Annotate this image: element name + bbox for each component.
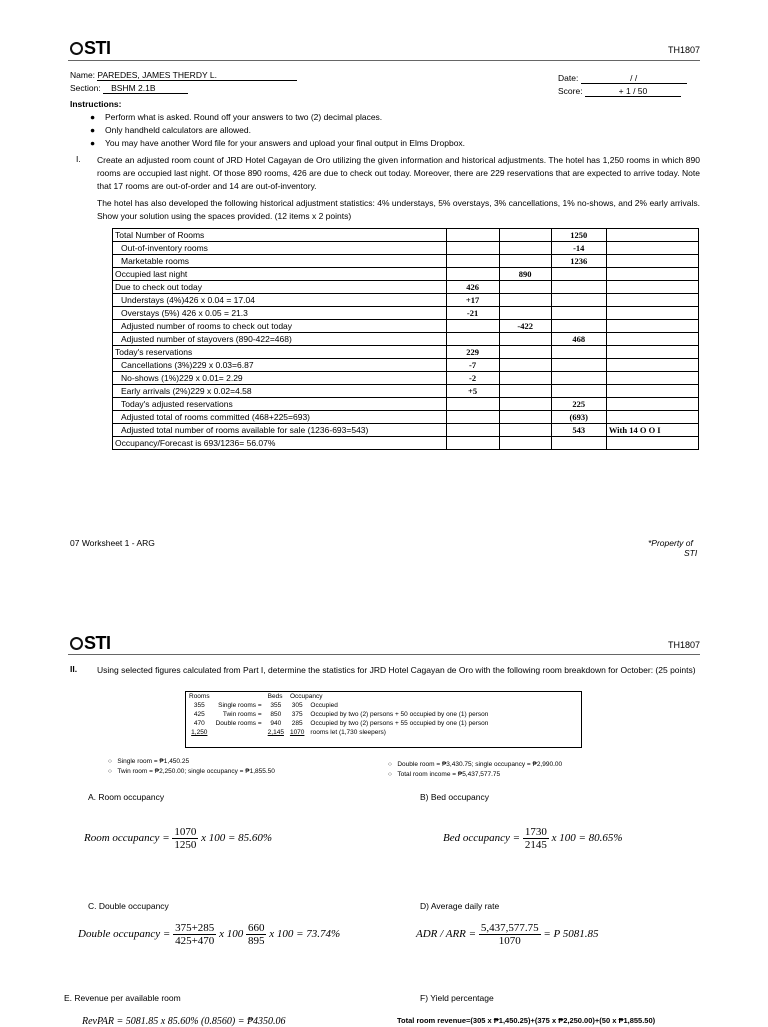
doc-code: TH1807: [668, 640, 701, 650]
date-label: Date:: [558, 73, 579, 83]
formula-double-occupancy: Double occupancy = $\frac{375+285}{425+470}$ x 100 $\frac{660}{895}$ x 100 = 73.74%: [78, 922, 341, 947]
breakdown-cell: 1070: [289, 729, 305, 736]
doc-code: TH1807: [668, 45, 701, 55]
breakdown-cell: Twin rooms =: [222, 711, 262, 718]
value-cell: [446, 398, 499, 411]
question-b: B) Bed occupancy: [420, 792, 489, 802]
breakdown-row: [186, 701, 491, 710]
logo-circle-icon: [70, 42, 83, 55]
breakdown-table: [186, 692, 491, 737]
name-field: [97, 70, 297, 81]
instruction-item: You may have another Word file for your answers and upload your final output in Elms Dropbox.: [105, 138, 466, 148]
row-label: Adjusted number of rooms to check out today: [113, 320, 447, 333]
rate-item: ○ Total room income = ₱5,437,577.75: [388, 771, 501, 778]
value-cell: -2: [446, 372, 499, 385]
table-row: [113, 268, 699, 281]
value-cell: [551, 294, 606, 307]
value-cell: [551, 281, 606, 294]
table-row: [113, 346, 699, 359]
header-rule: [68, 60, 700, 61]
question-e: E. Revenue per available room: [64, 993, 181, 1003]
section-value: BSHM 2.1B: [111, 83, 156, 93]
value-cell: +17: [446, 294, 499, 307]
part1-paragraph: Create an adjusted room count of JRD Hotel Cagayan de Oro utilizing the given information and historical adjustments. The hotel has 1,250 rooms in which 890 rooms are occupied last night. Of those 890 rooms, 426 are due to check out today. Moreover, there are 229 reservations that are expected to arrive today. Note that 17 rooms are out-of-order and 14 are out-of-inventory.: [97, 155, 700, 191]
value-cell: +5: [446, 385, 499, 398]
breakdown-cell: 355: [193, 702, 205, 709]
value-cell: [446, 320, 499, 333]
breakdown-cell: 375: [291, 711, 303, 718]
breakdown-cell: 2,145: [267, 729, 284, 736]
row-label: Adjusted number of stayovers (890-422=468): [113, 333, 447, 346]
question-a: A. Room occupancy: [88, 792, 165, 802]
section-row: [70, 83, 188, 94]
value-cell: [446, 242, 499, 255]
room-count-table: [112, 228, 699, 450]
value-cell: [499, 359, 551, 372]
footer-left: 07 Worksheet 1 - ARG: [70, 538, 155, 548]
value-cell: [499, 307, 551, 320]
value-cell: [499, 411, 551, 424]
breakdown-header-cell: Beds: [267, 693, 283, 700]
note-cell: [606, 268, 698, 281]
value-cell: [499, 437, 551, 450]
question-c: C. Double occupancy: [88, 901, 169, 911]
value-cell: 225: [551, 398, 606, 411]
part1-number: I.: [76, 154, 81, 164]
formula-adr: ADR / ARR = $\frac{5,437,577.75}{1070}$ = P 5081.85: [416, 922, 599, 947]
breakdown-cell: 425: [193, 711, 205, 718]
value-cell: 1250: [551, 229, 606, 242]
rate-item: ○ Double room = ₱3,430.75; single occupancy = ₱2,990.00: [388, 761, 563, 768]
value-cell: [499, 229, 551, 242]
instruction-item: Perform what is asked. Round off your answers to two (2) decimal places.: [105, 112, 383, 122]
score-field: [585, 86, 681, 97]
row-label: Occupancy/Forecast is 693/1236= 56.07%: [113, 437, 447, 450]
part2-paragraph: Using selected figures calculated from Part I, determine the statistics for JRD Hotel Cagayan de Oro with the following room breakdown for October: (25 points): [97, 665, 696, 675]
value-cell: [499, 333, 551, 346]
score-value: + 1 / 50: [618, 86, 648, 96]
note-cell: With 14 O O I: [606, 424, 698, 437]
breakdown-header-cell: Occupancy: [289, 693, 323, 700]
question-d: D) Average daily rate: [420, 901, 500, 911]
value-cell: [446, 255, 499, 268]
row-label: Total Number of Rooms: [113, 229, 447, 242]
value-cell: (693): [551, 411, 606, 424]
row-label: Out-of-inventory rooms: [113, 242, 447, 255]
breakdown-cell: 850: [270, 711, 282, 718]
score-label: Score:: [558, 86, 583, 96]
table-row: [113, 398, 699, 411]
value-cell: [499, 242, 551, 255]
value-cell: [499, 424, 551, 437]
rate-item: ○ Single room = ₱1,450.25: [108, 758, 190, 765]
row-label: Adjusted total of rooms committed (468+225=693): [113, 411, 447, 424]
header-rule: [68, 654, 700, 655]
footer-right-1: *Property of: [648, 538, 693, 548]
rates-right: [388, 760, 562, 780]
formula-bed-occupancy: Bed occupancy = $\frac{1730}{2145}$ x 100 = 80.65%: [443, 826, 623, 851]
table-row: [113, 424, 699, 437]
note-cell: [606, 242, 698, 255]
value-cell: [446, 229, 499, 242]
row-label: Occupied last night: [113, 268, 447, 281]
rate-item: ○ Twin room = ₱2,250.00; single occupancy = ₱1,855.50: [108, 768, 275, 775]
value-cell: [551, 268, 606, 281]
date-field: [581, 73, 687, 84]
logo-circle-icon: [70, 637, 83, 650]
value-cell: 468: [551, 333, 606, 346]
breakdown-cell: Occupied by two (2) persons + 50 occupied by one (1) person: [310, 711, 489, 718]
sti-logo: STI: [70, 633, 111, 654]
value-cell: [446, 333, 499, 346]
breakdown-cell: 355: [270, 702, 282, 709]
table-row: [113, 242, 699, 255]
breakdown-box: [185, 691, 582, 748]
table-row: [113, 372, 699, 385]
value-cell: -21: [446, 307, 499, 320]
bullet-icon: ●: [90, 125, 96, 135]
row-label: Marketable rooms: [113, 255, 447, 268]
row-label: Adjusted total number of rooms available for sale (1236-693=543): [113, 424, 447, 437]
value-cell: [499, 385, 551, 398]
breakdown-header-cell: [213, 692, 265, 701]
value-cell: [551, 437, 606, 450]
value-cell: 229: [446, 346, 499, 359]
value-cell: [551, 307, 606, 320]
date-value: / /: [630, 73, 638, 83]
table-row: [113, 385, 699, 398]
table-row: [113, 281, 699, 294]
value-cell: -14: [551, 242, 606, 255]
bullet-icon: ●: [90, 112, 96, 122]
breakdown-cell: 470: [193, 720, 205, 727]
score-row: [558, 86, 681, 97]
value-cell: [499, 255, 551, 268]
value-cell: 426: [446, 281, 499, 294]
breakdown-cell: 305: [291, 702, 303, 709]
breakdown-header-cell: Rooms: [189, 693, 210, 700]
name-row: [70, 70, 297, 81]
table-row: [113, 307, 699, 320]
value-cell: 1236: [551, 255, 606, 268]
note-cell: [606, 346, 698, 359]
row-label: Today's reservations: [113, 346, 447, 359]
section-field: [103, 83, 188, 94]
value-cell: -422: [499, 320, 551, 333]
note-cell: [606, 398, 698, 411]
sti-logo: STI: [70, 38, 111, 59]
value-cell: [551, 372, 606, 385]
note-cell: [606, 320, 698, 333]
row-label: Understays (4%)426 x 0.04 = 17.04: [113, 294, 447, 307]
breakdown-cell: [213, 728, 265, 737]
row-label: Overstays (5%) 426 x 0.05 = 21.3: [113, 307, 447, 320]
formula-room-occupancy: Room occupancy = $\frac{1070}{1250}$ x 100 = 85.60%: [84, 826, 273, 851]
value-cell: [499, 294, 551, 307]
breakdown-row: [186, 710, 491, 719]
value-cell: [499, 346, 551, 359]
value-cell: [551, 359, 606, 372]
row-label: Due to check out today: [113, 281, 447, 294]
value-cell: [551, 320, 606, 333]
table-row: [113, 294, 699, 307]
table-row: [113, 255, 699, 268]
instruction-item: Only handheld calculators are allowed.: [105, 125, 252, 135]
row-label: Cancellations (3%)229 x 0.03=6.87: [113, 359, 447, 372]
note-cell: [606, 281, 698, 294]
value-cell: [446, 268, 499, 281]
breakdown-cell: Double rooms =: [215, 720, 262, 727]
row-label: Today's adjusted reservations: [113, 398, 447, 411]
note-cell: [606, 294, 698, 307]
note-cell: [606, 411, 698, 424]
breakdown-cell: 940: [270, 720, 282, 727]
value-cell: [446, 437, 499, 450]
breakdown-header-row: [186, 692, 491, 701]
section-label: Section:: [70, 83, 101, 93]
value-cell: 543: [551, 424, 606, 437]
note-cell: [606, 255, 698, 268]
row-label: Early arrivals (2%)229 x 0.02=4.58: [113, 385, 447, 398]
value-cell: [499, 398, 551, 411]
table-row: [113, 333, 699, 346]
value-cell: [446, 411, 499, 424]
question-f: F) Yield percentage: [420, 993, 494, 1003]
note-cell: [606, 333, 698, 346]
note-cell: [606, 307, 698, 320]
breakdown-cell: 1,250: [191, 729, 208, 736]
table-row: [113, 229, 699, 242]
table-row: [113, 437, 699, 450]
table-row: [113, 320, 699, 333]
table-row: [113, 411, 699, 424]
breakdown-cell: Occupied: [310, 702, 338, 709]
breakdown-cell: Single rooms =: [218, 702, 262, 709]
note-cell: [606, 385, 698, 398]
value-cell: -7: [446, 359, 499, 372]
date-row: [558, 73, 687, 84]
breakdown-row: [186, 728, 491, 737]
note-cell: [606, 359, 698, 372]
part2-number: II.: [70, 664, 78, 674]
note-cell: [606, 437, 698, 450]
footer-right-2: STI: [684, 548, 698, 558]
breakdown-row: [186, 719, 491, 728]
value-cell: [551, 385, 606, 398]
note-cell: [606, 372, 698, 385]
bullet-icon: ●: [90, 138, 96, 148]
row-label: No-shows (1%)229 x 0.01= 2.29: [113, 372, 447, 385]
value-cell: [499, 281, 551, 294]
value-cell: 890: [499, 268, 551, 281]
value-cell: [499, 372, 551, 385]
part1-paragraph-2: The hotel has also developed the following historical adjustment statistics: 4% understays, 5% overstays, 3% cancellations, 1% no-shows, and 2% early arrivals. Show your solution using the spaces provided. (12 items x 2 points): [97, 198, 700, 221]
breakdown-cell: Occupied by two (2) persons + 55 occupied by one (1) person: [310, 720, 489, 727]
name-label: Name:: [70, 70, 96, 80]
name-value: PAREDES, JAMES THERDY L.: [97, 70, 217, 80]
value-cell: [551, 346, 606, 359]
instructions-title: Instructions:: [70, 99, 122, 109]
breakdown-cell: 285: [291, 720, 303, 727]
formula-revpar: RevPAR = 5081.85 x 85.60% (0.8560) = ₱4350.06: [82, 1016, 286, 1027]
rates-left: [108, 757, 275, 777]
breakdown-cell: rooms let (1,730 sleepers): [310, 729, 386, 736]
formula-yield: Total room revenue=(305 x ₱1,450.25)+(375 x ₱2,250.00)+(50 x ₱1,855.50): [397, 1016, 656, 1025]
table-row: [113, 359, 699, 372]
note-cell: [606, 229, 698, 242]
value-cell: [446, 424, 499, 437]
